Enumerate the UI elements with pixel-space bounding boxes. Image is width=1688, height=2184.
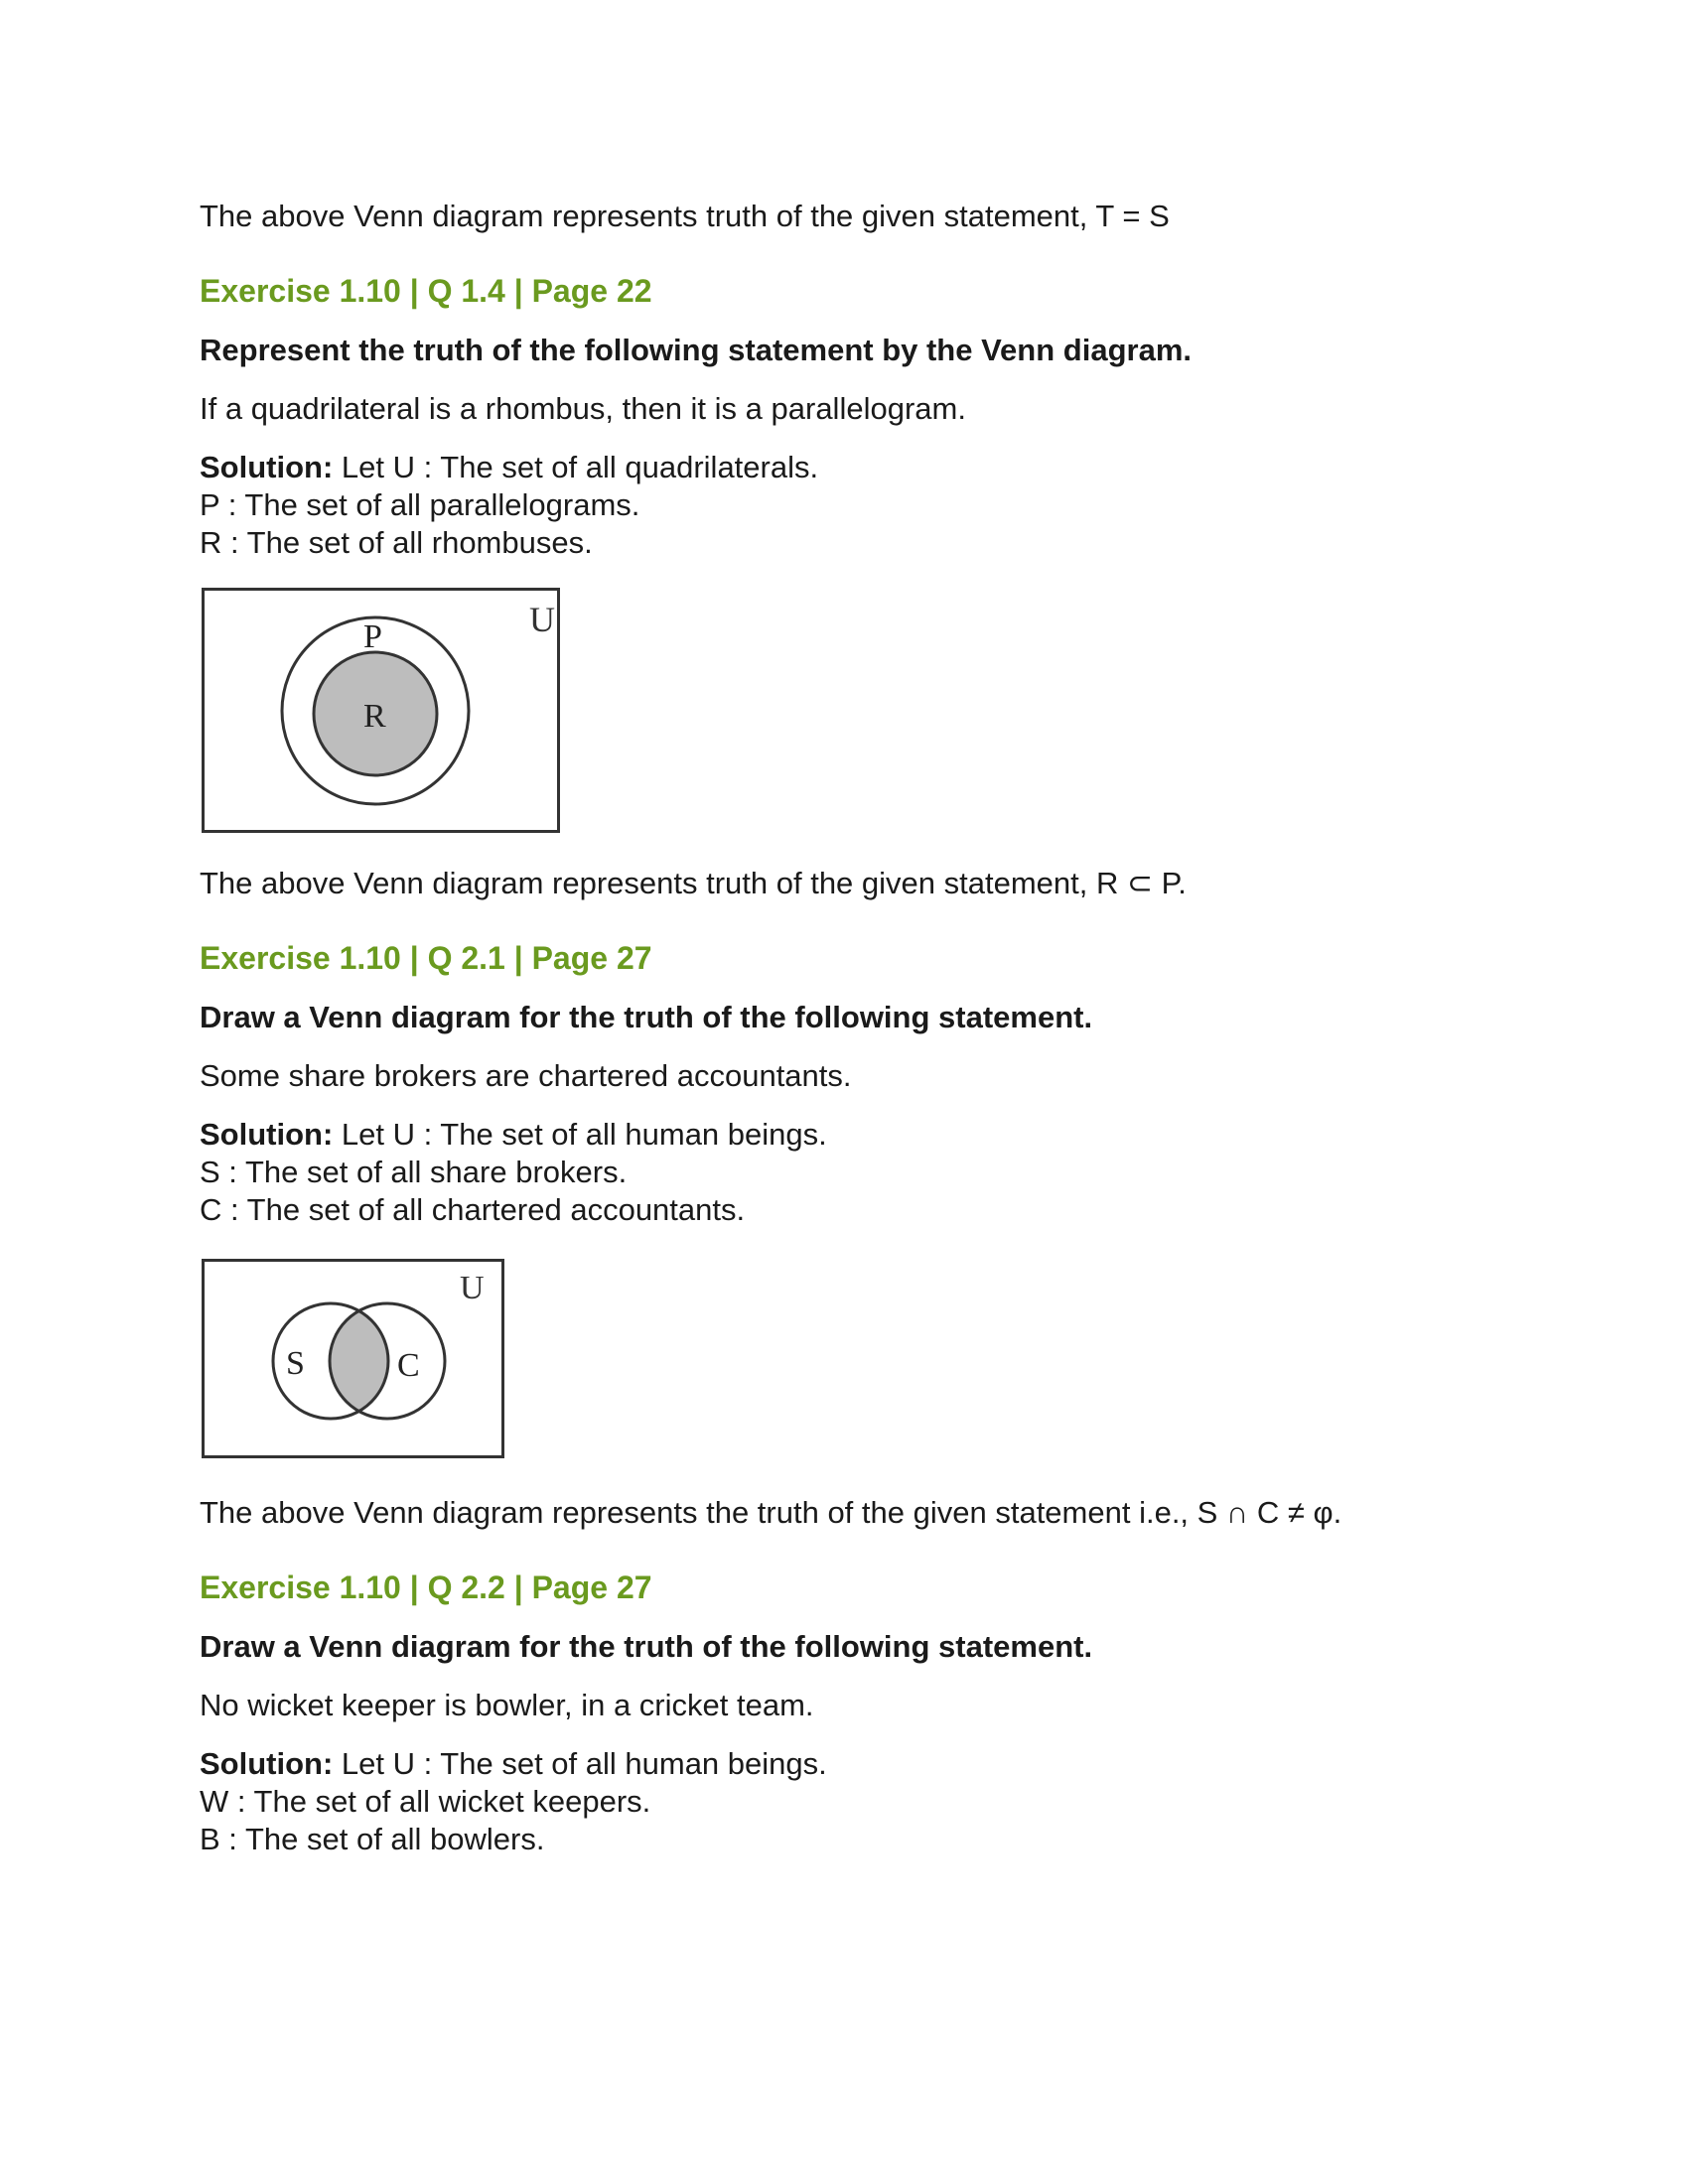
solution-q2-2 xyxy=(200,1745,827,1858)
solution-q2-1 xyxy=(200,1116,827,1229)
solution-line: P : The set of all parallelograms. xyxy=(200,487,640,522)
venn-diagram-share-brokers-accountants xyxy=(202,1259,505,1461)
solution-label: Solution: xyxy=(200,1117,334,1152)
universe-label: U xyxy=(529,600,555,639)
solution-q1-4 xyxy=(200,449,818,562)
universe-label: U xyxy=(460,1270,485,1306)
solution-line: S : The set of all share brokers. xyxy=(200,1155,628,1189)
solution-line: W : The set of all wicket keepers. xyxy=(200,1784,651,1819)
solution-line: Let U : The set of all human beings. xyxy=(341,1117,827,1152)
statement-q1-4: If a quadrilateral is a rhombus, then it is a parallelogram. xyxy=(200,391,966,426)
parallelogram-set-label: P xyxy=(363,618,382,655)
chartered-accountants-set-label: C xyxy=(397,1347,420,1384)
question-q2-1: Draw a Venn diagram for the truth of the following statement. xyxy=(200,1000,1093,1034)
exercise-heading-q1-4: Exercise 1.10 | Q 1.4 | Page 22 xyxy=(200,273,652,309)
previous-conclusion: The above Venn diagram represents truth of the given statement, T = S xyxy=(200,199,1170,233)
solution-line: Let U : The set of all human beings. xyxy=(341,1746,827,1781)
venn-diagram-rhombus-parallelogram xyxy=(202,588,561,836)
statement-q2-1: Some share brokers are chartered accountants. xyxy=(200,1058,852,1093)
share-brokers-set-label: S xyxy=(286,1345,305,1382)
question-q2-2: Draw a Venn diagram for the truth of the following statement. xyxy=(200,1629,1093,1664)
solution-line: R : The set of all rhombuses. xyxy=(200,525,593,560)
solution-label: Solution: xyxy=(200,450,334,484)
solution-line: B : The set of all bowlers. xyxy=(200,1822,545,1856)
solution-line: C : The set of all chartered accountants. xyxy=(200,1192,746,1227)
exercise-heading-q2-1: Exercise 1.10 | Q 2.1 | Page 27 xyxy=(200,940,652,976)
question-q1-4: Represent the truth of the following statement by the Venn diagram. xyxy=(200,333,1192,367)
conclusion-q2-1: The above Venn diagram represents the truth of the given statement i.e., S ∩ C ≠ φ. xyxy=(200,1495,1342,1530)
statement-q2-2: No wicket keeper is bowler, in a cricket team. xyxy=(200,1688,814,1722)
conclusion-q1-4: The above Venn diagram represents truth of the given statement, R ⊂ P. xyxy=(200,866,1187,900)
solution-label: Solution: xyxy=(200,1746,334,1781)
rhombus-set-label: R xyxy=(363,698,386,735)
solution-line: Let U : The set of all quadrilaterals. xyxy=(341,450,819,484)
exercise-heading-q2-2: Exercise 1.10 | Q 2.2 | Page 27 xyxy=(200,1570,652,1605)
